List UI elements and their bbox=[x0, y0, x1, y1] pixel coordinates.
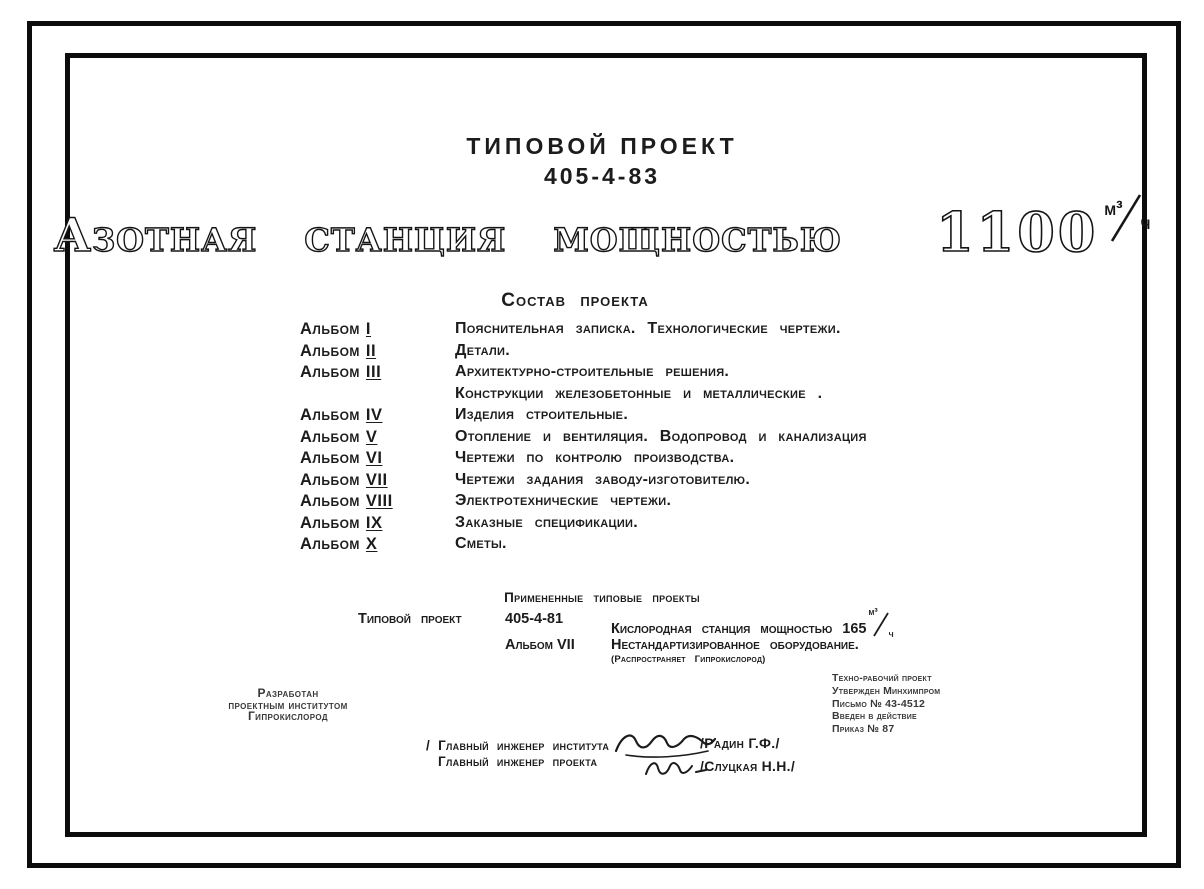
album-desc: Электротехнические чертежи. bbox=[455, 492, 672, 509]
album-list bbox=[300, 320, 867, 557]
applied-project-desc: Кислородная станция мощностью bbox=[611, 621, 833, 637]
album-row bbox=[300, 428, 867, 450]
applied-projects-table bbox=[358, 607, 894, 665]
album-desc: Конструкции железобетонные и металлические . bbox=[455, 384, 823, 402]
applied-row bbox=[358, 653, 893, 665]
album-desc: Пояснительная записка. Технологические чертежи. bbox=[455, 320, 841, 337]
album-row bbox=[300, 471, 867, 493]
album-label: Альбом bbox=[300, 513, 360, 532]
album-desc: Детали. bbox=[455, 341, 511, 359]
chief-engineer-institute-name: /Радин Г.Ф./ bbox=[700, 735, 780, 751]
album-numeral: VII bbox=[365, 470, 388, 489]
album-row bbox=[300, 514, 867, 536]
album-desc: Архитектурно-строительные решения. bbox=[455, 363, 730, 380]
album-desc: Отопление и вентиляция. Водопровод и канализация bbox=[455, 427, 867, 445]
album-desc: Изделия строительные. bbox=[455, 406, 629, 423]
approval-line: Техно-рабочий проект bbox=[832, 672, 932, 684]
album-label: Альбом bbox=[300, 363, 360, 381]
developer-line: проектным институтом bbox=[228, 697, 348, 712]
album-numeral: VIII bbox=[365, 492, 393, 510]
approval-line: Приказ № 87 bbox=[832, 723, 895, 736]
album-desc: Сметы. bbox=[455, 535, 507, 552]
album-label: Альбом bbox=[300, 470, 360, 489]
album-numeral: II bbox=[365, 341, 377, 360]
album-row bbox=[300, 363, 867, 385]
composition-heading: Состав проекта bbox=[501, 290, 649, 311]
applied-capacity-unit: м³ ч bbox=[868, 607, 894, 640]
page-title bbox=[0, 191, 1204, 264]
chief-engineer-institute-label: / Главный инженер института bbox=[426, 738, 610, 753]
approval-block bbox=[832, 672, 1032, 736]
album-desc: Чертежи по контролю производства. bbox=[455, 449, 735, 466]
album-label: Альбом bbox=[300, 535, 360, 553]
album-row bbox=[300, 449, 867, 471]
applied-project-number: 405-4-81 bbox=[505, 611, 564, 627]
album-numeral: X bbox=[365, 535, 378, 553]
album-label: Альбом bbox=[300, 320, 360, 338]
album-numeral: V bbox=[365, 427, 378, 446]
album-label: Альбом bbox=[300, 492, 360, 510]
chief-engineer-project-label: Главный инженер проекта bbox=[438, 754, 598, 769]
chief-engineer-project-name: /Слуцкая Н.Н./ bbox=[700, 758, 796, 774]
album-label: Альбом bbox=[300, 406, 360, 424]
developer-block bbox=[178, 688, 398, 723]
album-numeral: I bbox=[365, 320, 372, 338]
approval-line: Утвержден Минхимпром bbox=[832, 684, 941, 697]
capacity-unit bbox=[1102, 191, 1150, 243]
capacity-value: 1100 bbox=[936, 200, 1099, 264]
developer-line: Гипрокислород bbox=[247, 709, 329, 723]
album-row bbox=[300, 406, 867, 428]
album-numeral: III bbox=[365, 363, 382, 381]
album-label: Альбом bbox=[300, 427, 360, 446]
applied-row bbox=[358, 637, 893, 653]
approval-line: Письмо № 43-4512 bbox=[832, 697, 926, 710]
album-row bbox=[300, 492, 867, 514]
album-row-continuation bbox=[300, 385, 867, 407]
applied-row bbox=[358, 607, 894, 640]
applied-projects-heading: Примененные типовые проекты bbox=[504, 590, 700, 605]
applied-album-desc: Нестандартизированное оборудование. bbox=[611, 637, 859, 653]
album-numeral: IV bbox=[365, 406, 383, 424]
applied-album: Альбом VII bbox=[505, 637, 575, 653]
unit-numerator: м³ bbox=[1104, 198, 1123, 220]
project-type-heading: ТИПОВОЙ ПРОЕКТ bbox=[466, 133, 738, 159]
album-label: Альбом bbox=[300, 449, 360, 467]
distribution-note: (Распространяет Гипрокислород) bbox=[611, 654, 766, 665]
album-row bbox=[300, 535, 867, 557]
album-desc: Заказные спецификации. bbox=[455, 513, 638, 531]
approval-line: Введен в действие bbox=[832, 710, 917, 723]
album-row bbox=[300, 320, 867, 342]
album-desc: Чертежи задания заводу-изготовителю. bbox=[455, 470, 751, 488]
page-title-text: Азотная станция мощностью bbox=[53, 208, 843, 262]
unit-denominator: ч bbox=[1140, 212, 1151, 234]
developer-line: Разработан bbox=[257, 686, 319, 700]
applied-capacity-value: 165 bbox=[842, 621, 867, 637]
project-number: 405-4-83 bbox=[543, 163, 661, 189]
applied-project-type: Типовой проект bbox=[358, 611, 462, 627]
album-numeral: VI bbox=[365, 449, 383, 467]
album-row bbox=[300, 342, 867, 364]
album-numeral: IX bbox=[365, 513, 383, 532]
album-label: Альбом bbox=[300, 341, 360, 360]
